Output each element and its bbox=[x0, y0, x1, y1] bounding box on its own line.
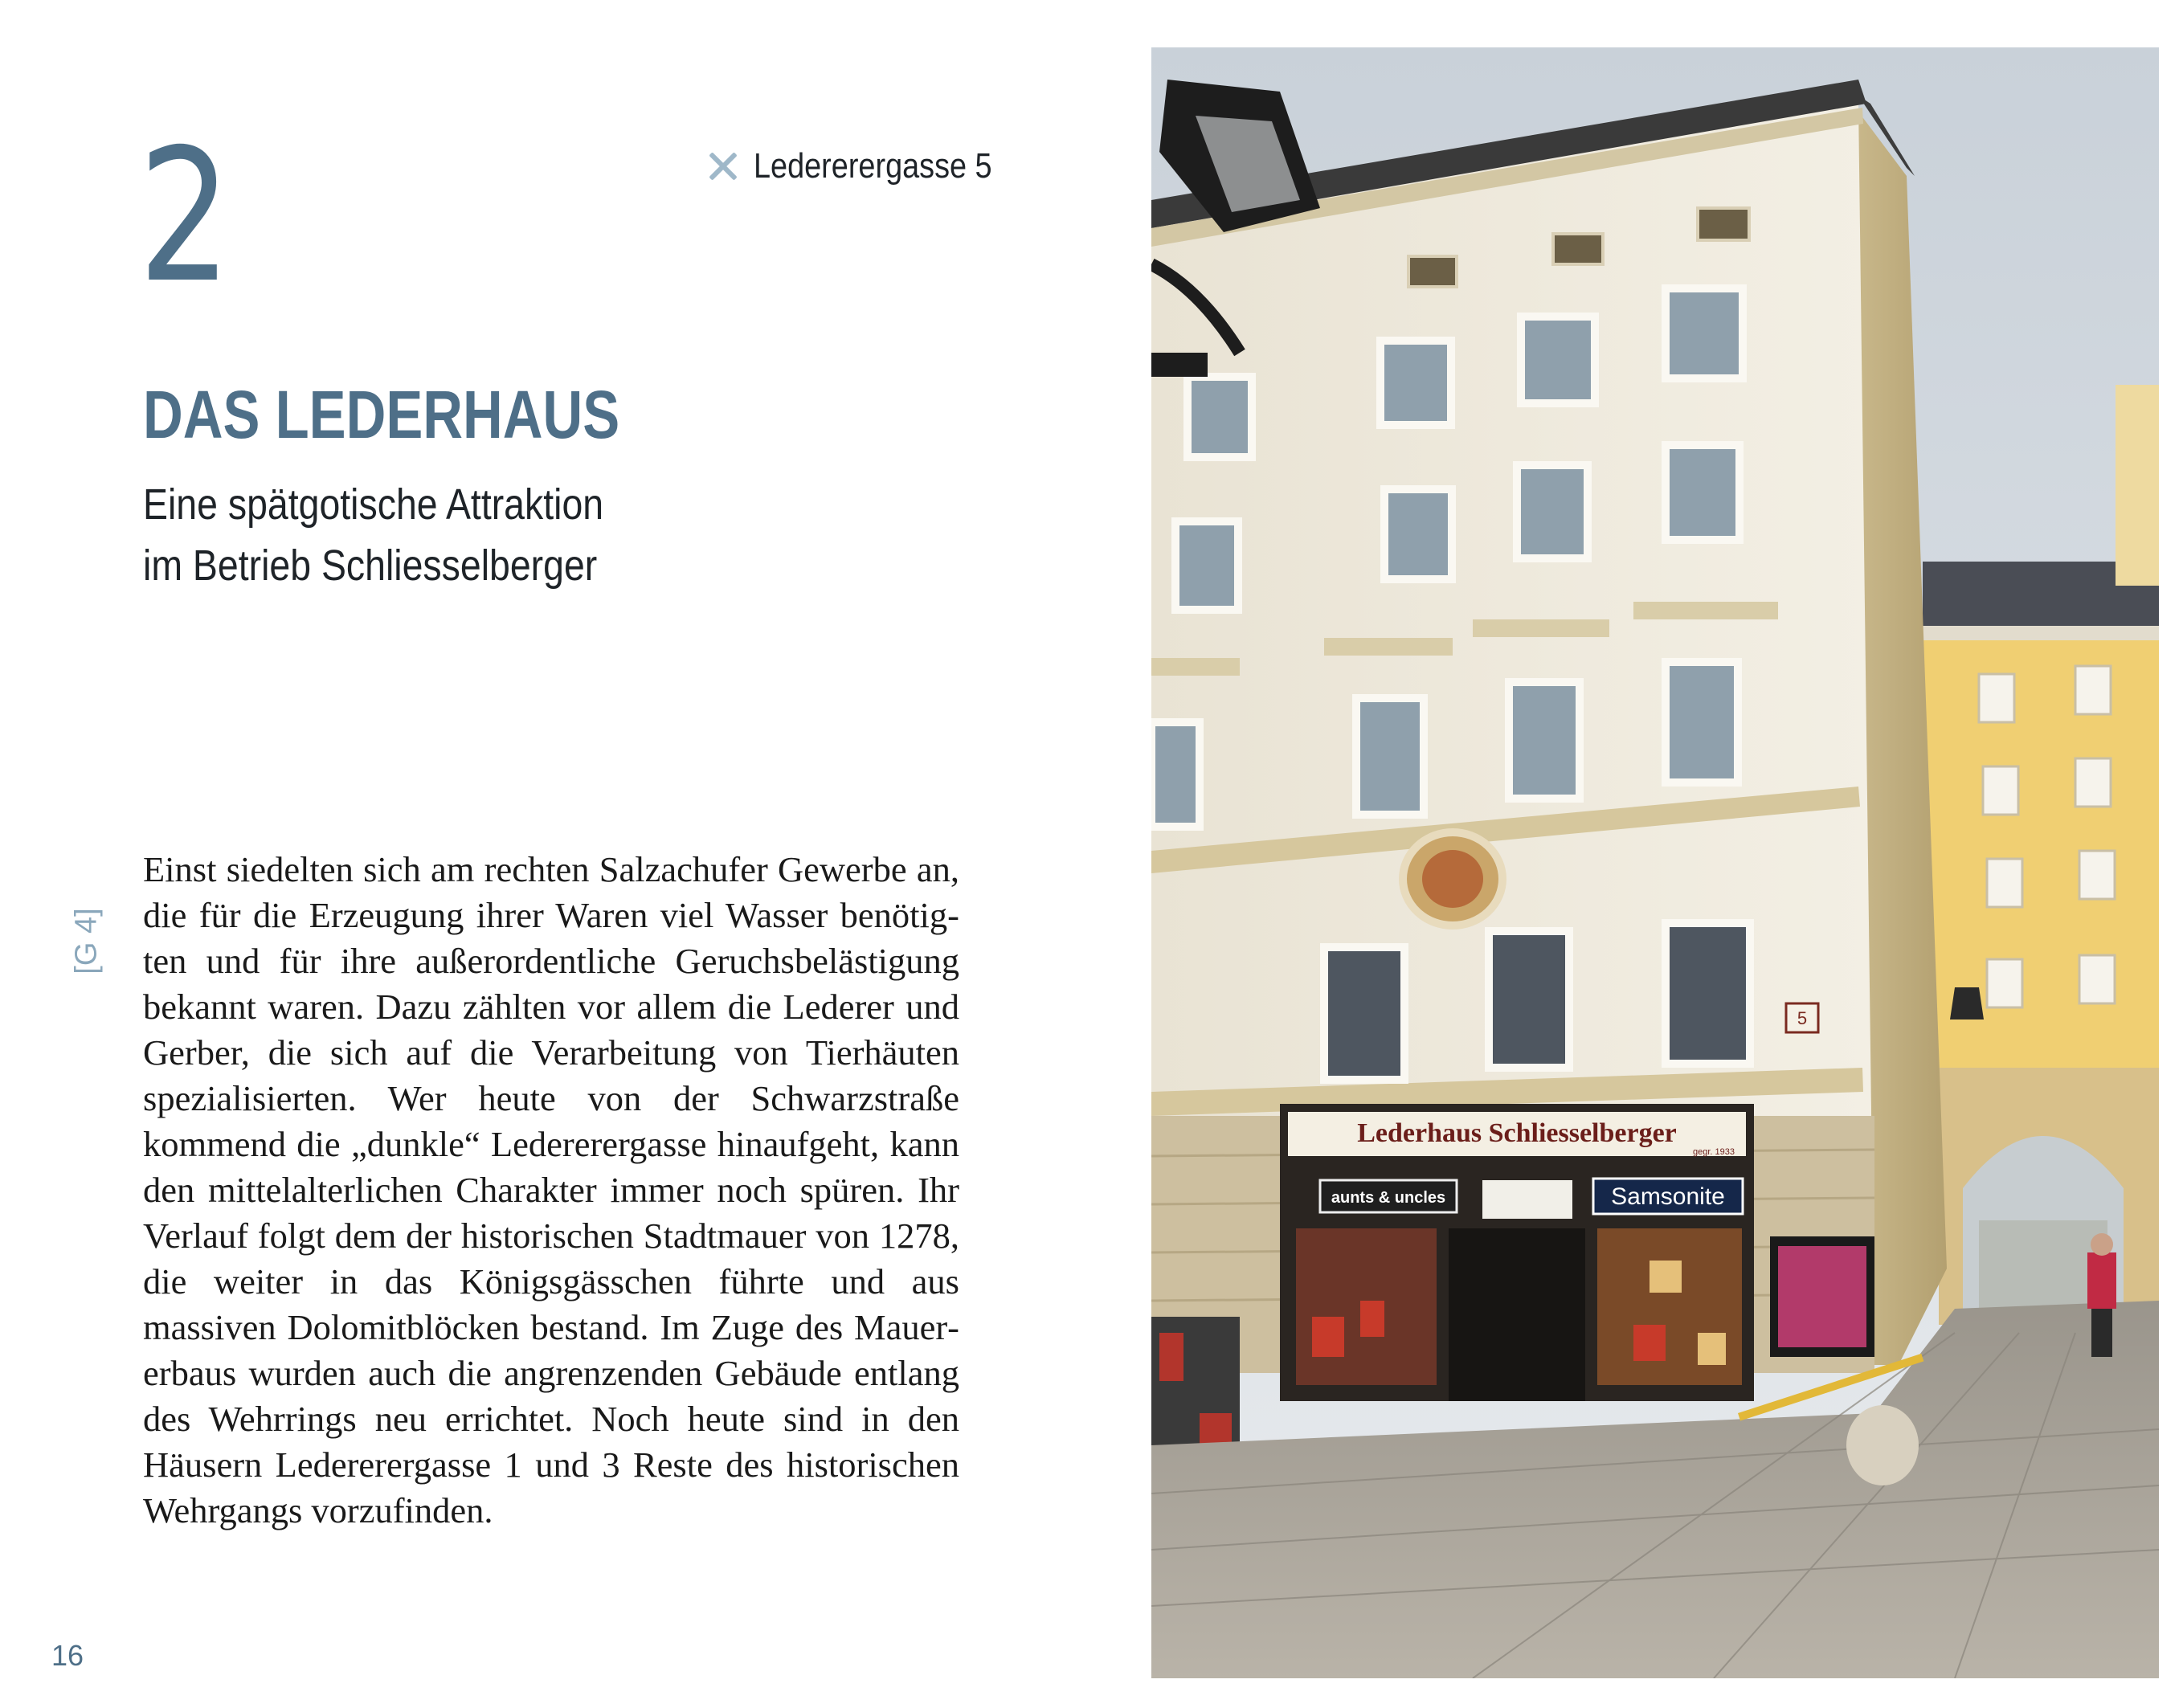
store-sign-right: Samsonite bbox=[1611, 1183, 1725, 1210]
page-number: 16 bbox=[51, 1639, 84, 1672]
subtitle-line-1: Eine spätgotische Attraktion bbox=[143, 480, 604, 529]
address-line bbox=[709, 146, 1031, 186]
entry-number: 2 bbox=[138, 109, 229, 323]
shop-sign: Lederhaus Schliesselberger bbox=[1357, 1118, 1677, 1148]
shop-sign-small: gegr. 1933 bbox=[1693, 1147, 1735, 1157]
house-number: 5 bbox=[1797, 1008, 1808, 1028]
building-photo bbox=[1151, 47, 2159, 1678]
cross-icon bbox=[709, 153, 736, 180]
entry-title: DAS LEDERHAUS bbox=[143, 377, 620, 452]
body-paragraph: Einst siedelten sich am rechten Salzachufer Gewerbe an, die für die Erzeugung ihrer Waren viel Wasser benötigten und für ihre außerordentliche Geruchsbelästigung bekannt waren. Dazu zählten vor allem die Lederer und Gerber, die sich auf die Verarbeitung von Tierhäuten spezialisierten. Wer heute von der Schwarzstraße kommend die „dunkle“ Ledererergasse hinaufgeht, kann den mittelalterlichen Charakter immer noch spüren. Ihr Verlauf folgt dem der historischen Stadtmauer von 1278, die weiter in das Königsgässchen führte und aus massiven Dolomitblöcken bestand. Im Zuge des Mauererbaus wurden auch die angrenzenden Gebäude entlang des Wehrrings neu errichtet. Noch heute sind in den Häusern Ledererergasse 1 und 3 Reste des historischen Wehrgangs vorzufinden. bbox=[143, 849, 959, 1530]
grid-reference: [G 4] bbox=[69, 908, 104, 975]
subtitle-line-2: im Betrieb Schliesselberger bbox=[143, 541, 598, 590]
entry-subtitle bbox=[143, 474, 603, 596]
store-sign-left: aunts & uncles bbox=[1331, 1189, 1446, 1207]
address-text: Ledererergasse 5 bbox=[754, 146, 992, 186]
